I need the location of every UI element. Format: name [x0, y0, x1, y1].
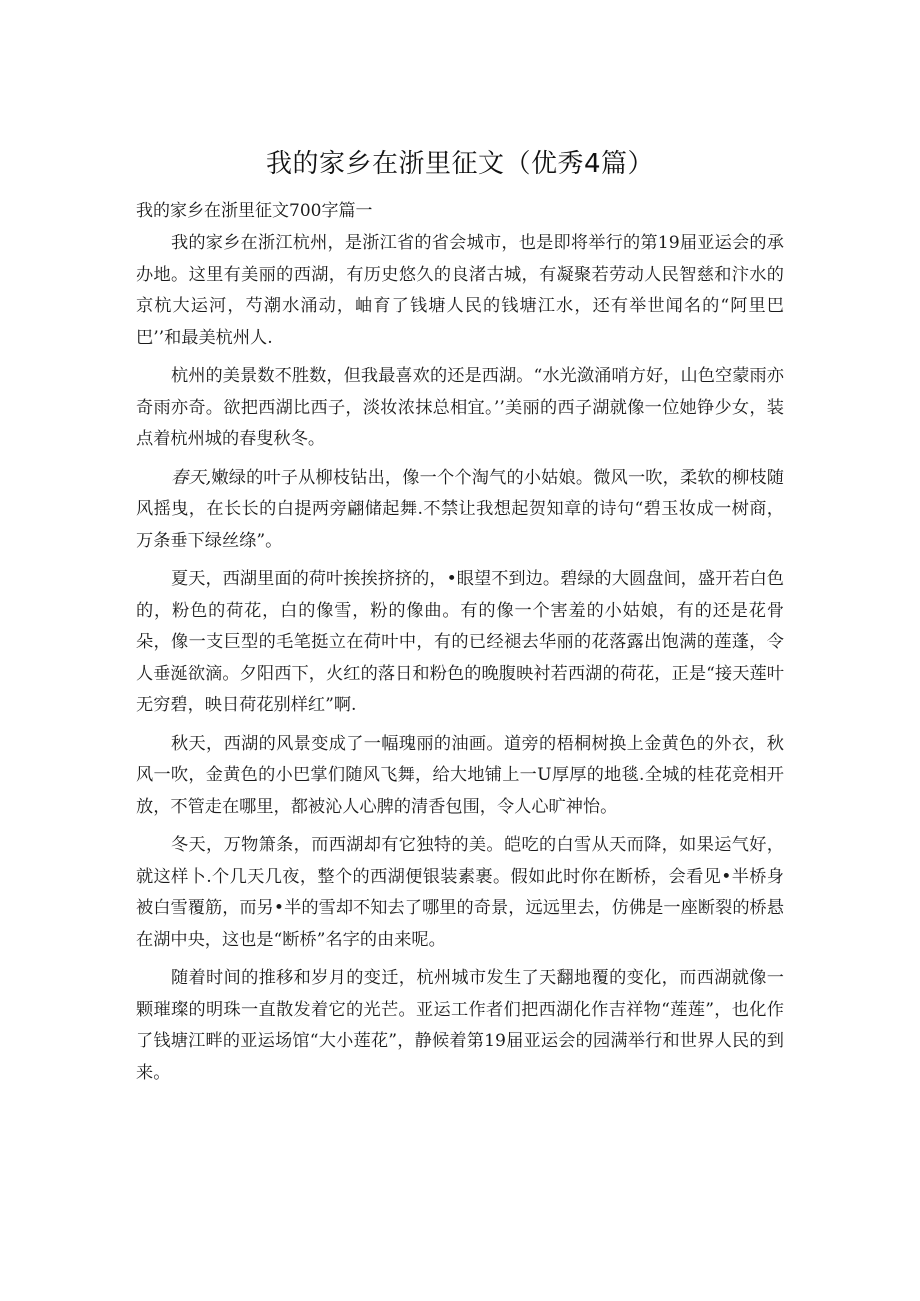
- paragraph-text: 嫩绿的叶子从柳枝钻出，像一个个淘气的小姑娘。微风一吹，柔软的柳枝随风摇曳，在长长的白提两旁翩储起舞.不禁让我想起贺知章的诗句“碧玉妆成一树商，万条垂下绿丝绦”。: [136, 467, 784, 551]
- paragraph: [136, 830, 784, 956]
- paragraph: [136, 564, 784, 722]
- paragraph: [136, 228, 784, 354]
- paragraph-text: 秋天，西湖的风景变成了一幅瑰丽的油画。道旁的梧桐树换上金黄色的外衣，秋风一吹，金黄色的小巴掌们随风飞舞，给大地铺上一U厚厚的地毯.全城的桂花竞相开放，不管走在哪里，都被沁人心脾的清香包围，令人心旷神怡。: [136, 733, 784, 817]
- paragraph: [136, 729, 784, 824]
- paragraph: [136, 361, 784, 456]
- document-title: 我的家乡在浙里征文（优秀4篇）: [265, 149, 655, 179]
- paragraph-text: 我的家乡在浙江杭州，是浙江省的省会城市，也是即将举行的第19届亚运会的承办地。这里有美丽的西湖，有历史悠久的良渚古城，有凝聚若劳动人民智慈和汴水的京杭大运河，芍潮水涌动，岫育了钱塘人民的钱塘江水，还有举世闻名的“阿里巴巴’’和最美杭州人.: [136, 233, 784, 348]
- paragraph-text: 冬天，万物箫条，而西湖却有它独特的美。皑吃的白雪从天而降，如果运气好，就这样卜.个几天几夜，整个的西湖便银装素裹。假如此时你在断桥，会看见•半桥身被白雪覆筋，而另•半的雪却不知去了哪里的奇景，远远里去，仿佛是一座断裂的桥悬在湖中央，这也是“断桥”名字的由来呢。: [136, 835, 784, 950]
- section-heading: 我的家乡在浙里征文700字篇一: [136, 201, 373, 221]
- paragraph-text: 杭州的美景数不胜数，但我最喜欢的还是西湖。“水光潋涌哨方好，山色空蒙雨亦奇雨亦奇。欲把西湖比西子，淡妆浓抹总相宜。’’美丽的西子湖就像一位她铮少女，装点着杭州城的春叟秋冬。: [136, 366, 784, 449]
- paragraph: [136, 963, 784, 1089]
- paragraph-text: 夏天，西湖里面的荷叶挨挨挤挤的，•眼望不到边。碧绿的大圆盘间，盛开若白色的，粉色的荷花，白的像雪，粉的像曲。有的像一个害羞的小姑娘，有的还是花骨朵，像一支巨型的毛笔挺立在荷叶中，有的已经褪去华丽的花落露出饱满的莲蓬，令人垂涎欲滴。夕阳西下，火红的落日和粉色的晚腹映衬若西湖的荷花，正是“接天莲叶无穷碧，映日荷花别样红”啊.: [136, 569, 784, 715]
- document-body: [136, 228, 784, 1089]
- paragraph-lead: 春天,: [171, 467, 212, 488]
- paragraph-text: 随着时间的推移和岁月的变迁，杭州城市发生了天翻地覆的变化，而西湖就像一颗璀璨的明珠一直散发着它的光芒。亚运工作者们把西湖化作吉祥物“莲莲”，也化作了钱塘江畔的亚运场馆“大小莲花”，静候着第19届亚运会的园满举行和世界人民的到来。: [136, 968, 784, 1083]
- paragraph: [136, 463, 784, 558]
